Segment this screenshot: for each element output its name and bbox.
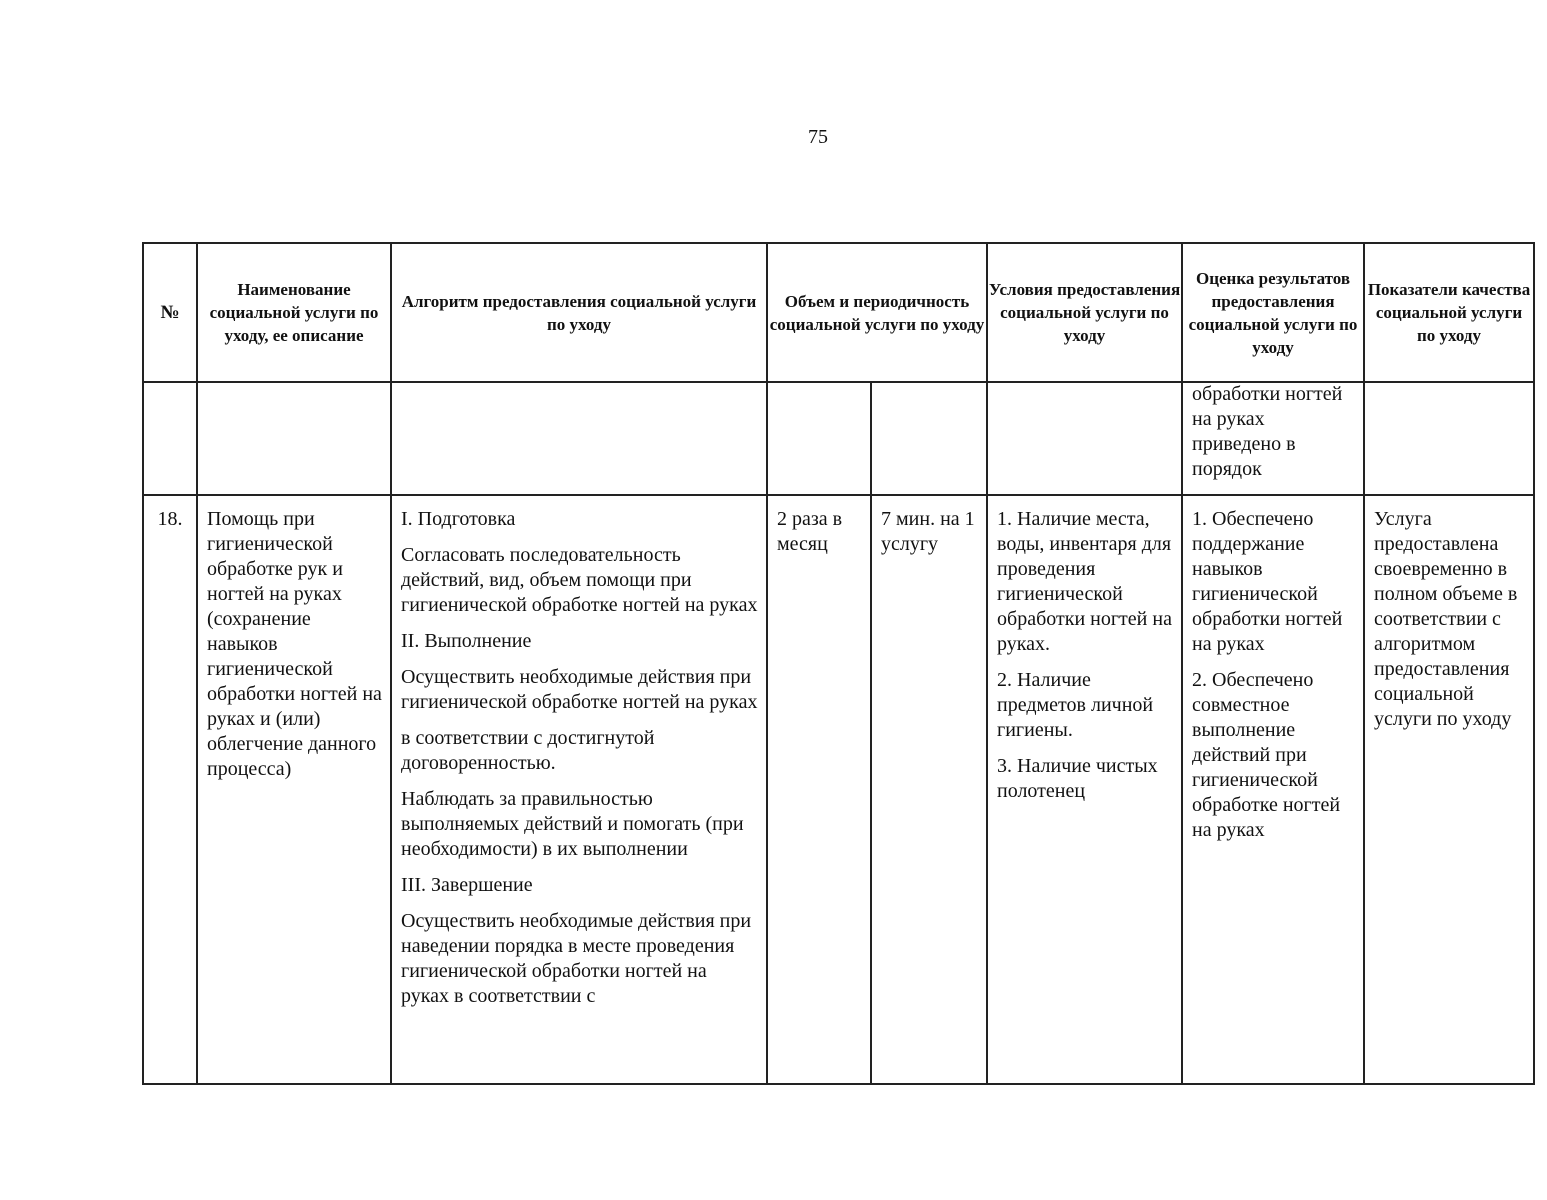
condition-item: 1. Наличие места, воды, инвентаря для проведения гигиенической обработки ногтей на руках. [997, 508, 1172, 655]
cell-evaluation [1182, 495, 1364, 1084]
cell-service-name [197, 495, 391, 1084]
cell-number [143, 495, 197, 1084]
algorithm-step-heading: III. Завершение [401, 874, 533, 896]
duration-text: 7 мин. на 1 услугу [881, 508, 975, 555]
condition-item: 2. Наличие предметов личной гигиены. [997, 669, 1154, 741]
table-row-18 [143, 495, 1534, 1084]
cell-empty [391, 382, 767, 495]
algorithm-step-heading: II. Выполнение [401, 630, 532, 652]
header-service-name: Наименование социальной услуги по уходу, ее описание [197, 243, 391, 382]
cell-empty [987, 382, 1182, 495]
header-evaluation: Оценка результатов предоставления социальной услуги по уходу [1182, 243, 1364, 382]
cell-empty [1364, 382, 1534, 495]
header-quality: Показатели качества социальной услуги по уходу [1364, 243, 1534, 382]
evaluation-item: 1. Обеспечено поддержание навыков гигиенической обработки ногтей на руках [1192, 508, 1343, 655]
evaluation-continuation-text: обработки ногтей на руках приведено в порядок [1192, 383, 1343, 480]
page-number: 75 [808, 126, 828, 148]
header-conditions: Условия предоставления социальной услуги по уходу [987, 243, 1182, 382]
cell-empty [767, 382, 871, 495]
algorithm-step-text: Осуществить необходимые действия при гигиенической обработке ногтей на руках [401, 666, 758, 713]
services-table [142, 242, 1535, 1085]
frequency-text: 2 раза в месяц [777, 508, 843, 555]
cell-conditions [987, 495, 1182, 1084]
algorithm-step-text: Осуществить необходимые действия при наведении порядка в месте проведения гигиенической обработки ногтей на руках в соответствии с [401, 910, 752, 1007]
quality-text: Услуга предоставлена своевременно в полном объеме в соответствии с алгоритмом предоставления социальной услуги по уходу [1374, 508, 1518, 730]
cell-duration [871, 495, 987, 1084]
cell-evaluation-continuation [1182, 382, 1364, 495]
cell-quality [1364, 495, 1534, 1084]
cell-empty [871, 382, 987, 495]
header-number: № [143, 243, 197, 382]
algorithm-step-text: в соответствии с достигнутой договоренностью. [401, 727, 655, 774]
header-algorithm: Алгоритм предоставления социальной услуги по уходу [391, 243, 767, 382]
table-row-continuation [143, 382, 1534, 495]
cell-algorithm [391, 495, 767, 1084]
algorithm-step-text: Согласовать последовательность действий, вид, объем помощи при гигиенической обработке ногтей на руках [401, 544, 758, 616]
row-number: 18. [157, 508, 183, 530]
cell-empty [143, 382, 197, 495]
header-volume-frequency: Объем и периодичность социальной услуги по уходу [767, 243, 987, 382]
algorithm-step-text: Наблюдать за правильностью выполняемых действий и помогать (при необходимости) в их выполнении [401, 788, 744, 860]
condition-item: 3. Наличие чистых полотенец [997, 755, 1158, 802]
service-name-text: Помощь при гигиенической обработке рук и ногтей на руках (сохранение навыков гигиенической обработки ногтей на руках и (или) облегчение данного процесса) [207, 508, 382, 780]
evaluation-item: 2. Обеспечено совместное выполнение действий при гигиенической обработке ногтей на руках [1192, 669, 1341, 841]
cell-frequency [767, 495, 871, 1084]
algorithm-step-heading: I. Подготовка [401, 508, 516, 530]
cell-empty [197, 382, 391, 495]
table-header-row [143, 243, 1534, 382]
